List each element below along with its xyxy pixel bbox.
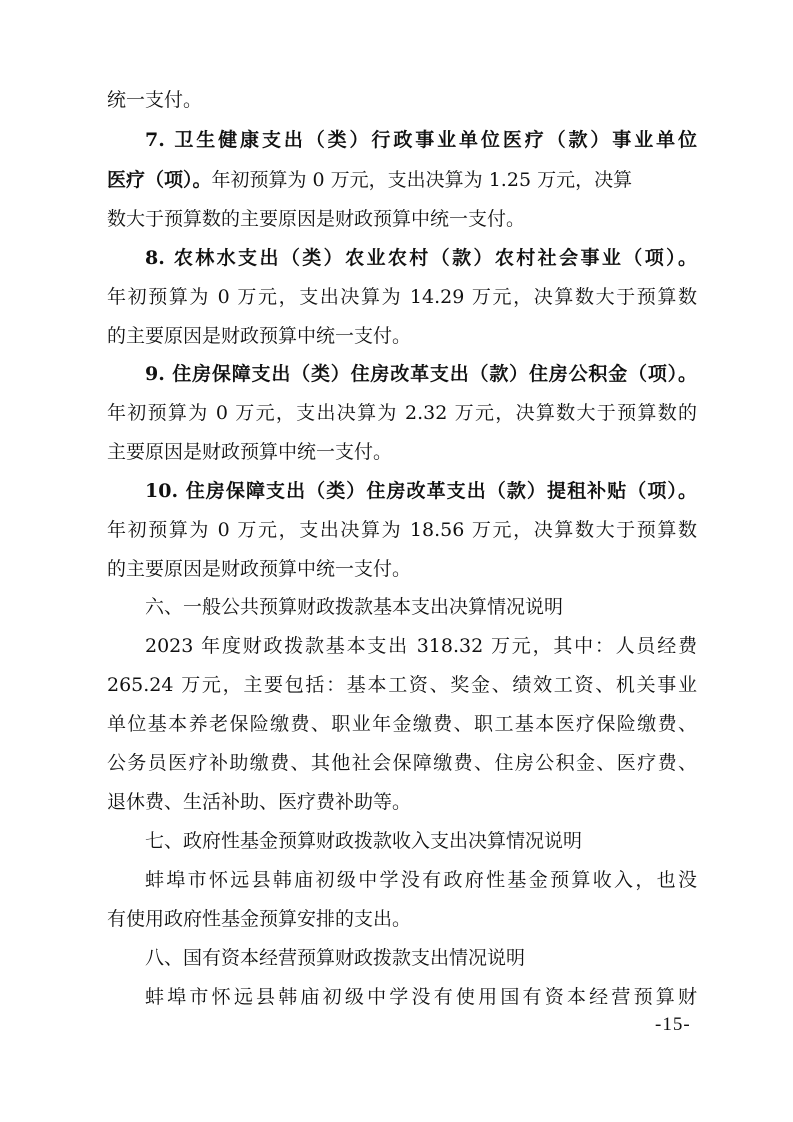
section-6-text: 2023 年度财政拨款基本支出 318.32 万元，其中：人员经费 <box>145 635 697 657</box>
item-8-title: 8. 农林水支出（类）农业农村（款）农村社会事业（项）。 <box>145 247 697 269</box>
section-6-text: 公务员医疗补助缴费、其他社会保障缴费、住房公积金、医疗费、 <box>107 752 697 774</box>
page-number: -15- <box>655 1014 691 1035</box>
section-7-heading: 七、政府性基金预算财政拨款收入支出决算情况说明 <box>145 830 583 852</box>
item-8-text: 年初预算为 0 万元，支出决算为 14.29 万元，决算数大于预算数 <box>107 286 697 308</box>
item-7-text-end: 数大于预算数的主要原因是财政预算中统一支付。 <box>107 208 526 230</box>
section-7-text: 蚌埠市怀远县韩庙初级中学没有政府性基金预算收入，也没 <box>145 869 697 891</box>
section-8-heading: 八、国有资本经营预算财政拨款支出情况说明 <box>145 947 526 969</box>
item-7-line <box>107 163 697 197</box>
item-10-title: 10. 住房保障支出（类）住房改革支出（款）提租补贴（项）。 <box>145 480 697 502</box>
item-9-title: 9. 住房保障支出（类）住房改革支出（款）住房公积金（项）。 <box>145 363 697 385</box>
item-10-text-end: 的主要原因是财政预算中统一支付。 <box>107 558 412 580</box>
section-6-text: 单位基本养老保险缴费、职业年金缴费、职工基本医疗保险缴费、 <box>107 713 697 735</box>
item-7-title: 7. 卫生健康支出（类）行政事业单位医疗（款）事业单位 <box>145 129 697 151</box>
item-7-text: 年初预算为 0 万元，支出决算为 1.25 万元，决算 <box>211 169 633 191</box>
section-8-text: 蚌埠市怀远县韩庙初级中学没有使用国有资本经营预算财 <box>145 986 697 1008</box>
section-6-text-end: 退休费、生活补助、医疗费补助等。 <box>107 791 412 813</box>
paragraph-line: 统一支付。 <box>107 89 203 111</box>
item-9-text: 年初预算为 0 万元，支出决算为 2.32 万元，决算数大于预算数的 <box>107 402 697 424</box>
item-9-text-end: 主要原因是财政预算中统一支付。 <box>107 441 393 463</box>
section-6-text: 265.24 万元，主要包括：基本工资、奖金、绩效工资、机关事业 <box>107 674 697 696</box>
item-10-text: 年初预算为 0 万元，支出决算为 18.56 万元，决算数大于预算数 <box>107 519 697 541</box>
section-6-heading: 六、一般公共预算财政拨款基本支出决算情况说明 <box>145 596 564 618</box>
item-8-text-end: 的主要原因是财政预算中统一支付。 <box>107 325 412 347</box>
section-7-text-end: 有使用政府性基金预算安排的支出。 <box>107 908 412 930</box>
item-7-title-end: 医疗（项）。 <box>107 169 212 191</box>
